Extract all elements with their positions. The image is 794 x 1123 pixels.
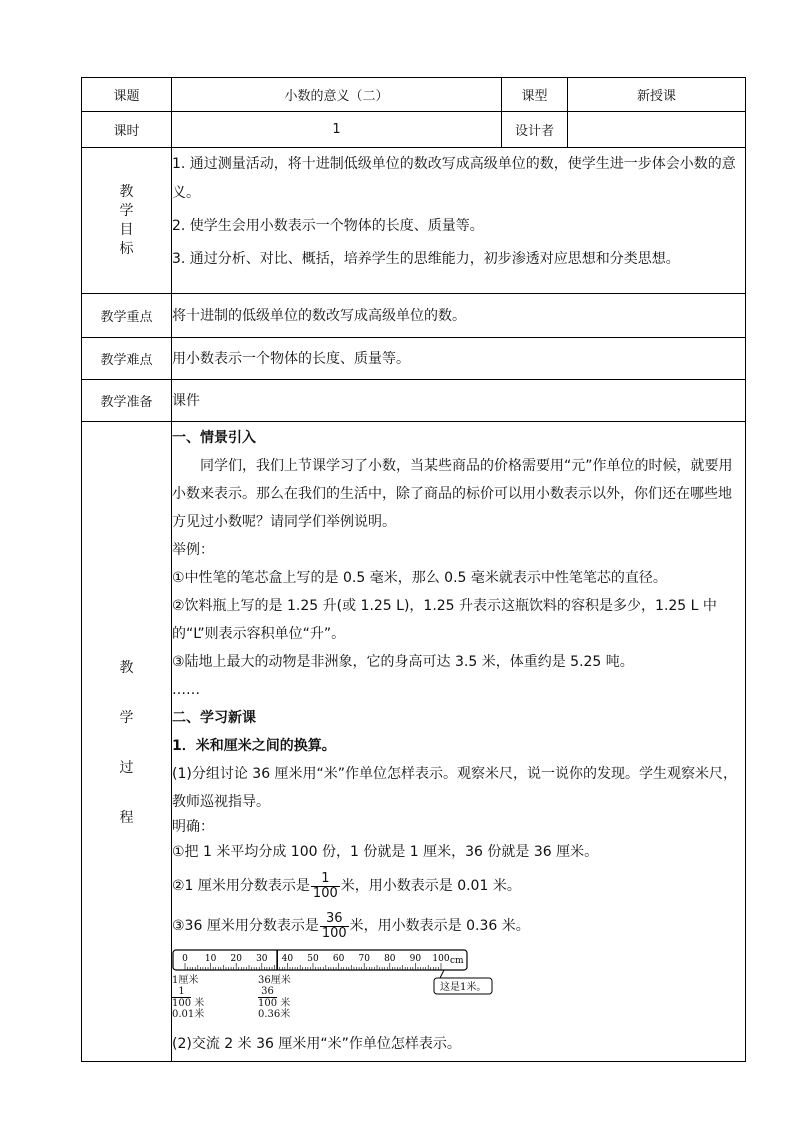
goals-content [172, 148, 746, 294]
section-title: 二、学习新课 [172, 710, 256, 726]
callout-pointer [440, 970, 444, 978]
focus-value: 将十进制的低级单位的数改写成高级单位的数。 [172, 294, 746, 338]
goal-item: 3. 通过分析、对比、概括，培养学生的思维能力，初步渗透对应思想和分类思想。 [172, 251, 680, 267]
goals-label: 教 学 目 标 [82, 148, 172, 294]
goal-item: 2. 使学生会用小数表示一个物体的长度、质量等。 [172, 218, 484, 234]
row-hours [82, 112, 746, 148]
hours-value: 1 [172, 112, 502, 148]
prep-value: 课件 [172, 380, 746, 422]
clarify-label: 明确： [172, 819, 214, 835]
ruler-tick-label: 100 [432, 954, 450, 964]
clarify-item: ①把 1 米平均分成 100 份，1 份就是 1 厘米，36 份就是 36 厘米。 [172, 844, 599, 860]
example-item: ①中性笔的笔芯盒上写的是 0.5 毫米，那么 0.5 毫米就表示中性笔笔芯的直径。 [172, 570, 667, 586]
difficulty-value: 用小数表示一个物体的长度、质量等。 [172, 338, 746, 380]
meter-ruler [172, 948, 502, 998]
type-label: 课型 [502, 78, 568, 112]
ruler-caption-middle: 36厘米 $\frac{36}{100}$ 米 0.36米 [258, 975, 291, 1020]
intro-paragraph: 同学们，我们上节课学习了小数，当某些商品的价格需要用“元”作单位的时候，就要用小数来表示。那么在我们的生活中，除了商品的标价可以用小数表示以外，你们还在哪些地方见过小数呢？请同学们举例说明。 [172, 458, 733, 530]
goal-item: 1. 通过测量活动，将十进制低级单位的数改写成高级单位的数，使学生进一步体会小数的意义。 [172, 156, 736, 201]
ruler-tick-label: 70 [358, 954, 370, 964]
example-label: 举例： [172, 542, 214, 558]
row-topic [82, 78, 746, 112]
step-text: (1)分组讨论 36 厘米用“米”作单位怎样表示。观察米尺，说一说你的发现。学生观察米尺，教师巡视指导。 [172, 766, 738, 810]
lesson-plan-table [81, 77, 746, 1062]
row-prep [82, 380, 746, 422]
hours-label: 课时 [82, 112, 172, 148]
process-content [172, 422, 746, 1062]
ruler-tick-label: 60 [332, 954, 345, 964]
row-goals [82, 148, 746, 294]
example-item: ③陆地上最大的动物是非洲象，它的身高可达 3.5 米，体重约是 5.25 吨。 [172, 654, 634, 670]
example-item: ②饮料瓶上写的是 1.25 升(或 1.25 L)，1.25 升表示这瓶饮料的容积是多少，1.25 L 中的“L”则表示容积单位“升”。 [172, 598, 717, 642]
prep-label: 教学准备 [82, 380, 172, 422]
ruler-tick-label: 10 [204, 954, 217, 964]
row-focus [82, 294, 746, 338]
designer-label: 设计者 [502, 112, 568, 148]
ellipsis: …… [172, 682, 200, 698]
topic-label: 课题 [82, 78, 172, 112]
ruler-tick-label: 40 [281, 954, 294, 964]
ruler-tick-label: 0 [182, 954, 188, 964]
row-difficulty [82, 338, 746, 380]
ruler-tick-label: 80 [384, 954, 396, 964]
clarify-item: ③36 厘米用分数表示是 $\frac{36}{100}$ 米，用小数表示是 0.36 米。 [172, 910, 530, 941]
topic-value: 小数的意义（二） [172, 78, 502, 112]
clarify-item: ②1 厘米用分数表示是 $\frac{1}{100}$ 米，用小数表示是 0.01 米。 [172, 870, 521, 901]
ruler-tick-label: 50 [307, 954, 319, 964]
process-label: 教 学 过 程 [82, 422, 172, 1062]
focus-label: 教学重点 [82, 294, 172, 338]
ruler-tick-label: 20 [230, 954, 242, 964]
fraction: $\frac{1}{100}$ [312, 870, 338, 901]
ruler-tick-label: 30 [256, 954, 268, 964]
designer-value [568, 112, 746, 148]
fraction: $\frac{36}{100}$ [321, 910, 347, 941]
callout-text: 这是1米。 [440, 982, 487, 993]
subsection-title: 1．米和厘米之间的换算。 [172, 738, 336, 754]
difficulty-label: 教学难点 [82, 338, 172, 380]
step-text: (2)交流 2 米 36 厘米用“米”作单位怎样表示。 [172, 1036, 461, 1052]
ruler-caption-left: 1厘米 $\frac{1}{100}$ 米 0.01米 [172, 975, 205, 1020]
ruler-figure [172, 948, 745, 1030]
ruler-tick-label: 90 [409, 954, 422, 964]
section-title: 一、情景引入 [172, 430, 256, 446]
ruler-unit-label: cm [450, 956, 464, 966]
row-process [82, 422, 746, 1062]
type-value: 新授课 [568, 78, 746, 112]
